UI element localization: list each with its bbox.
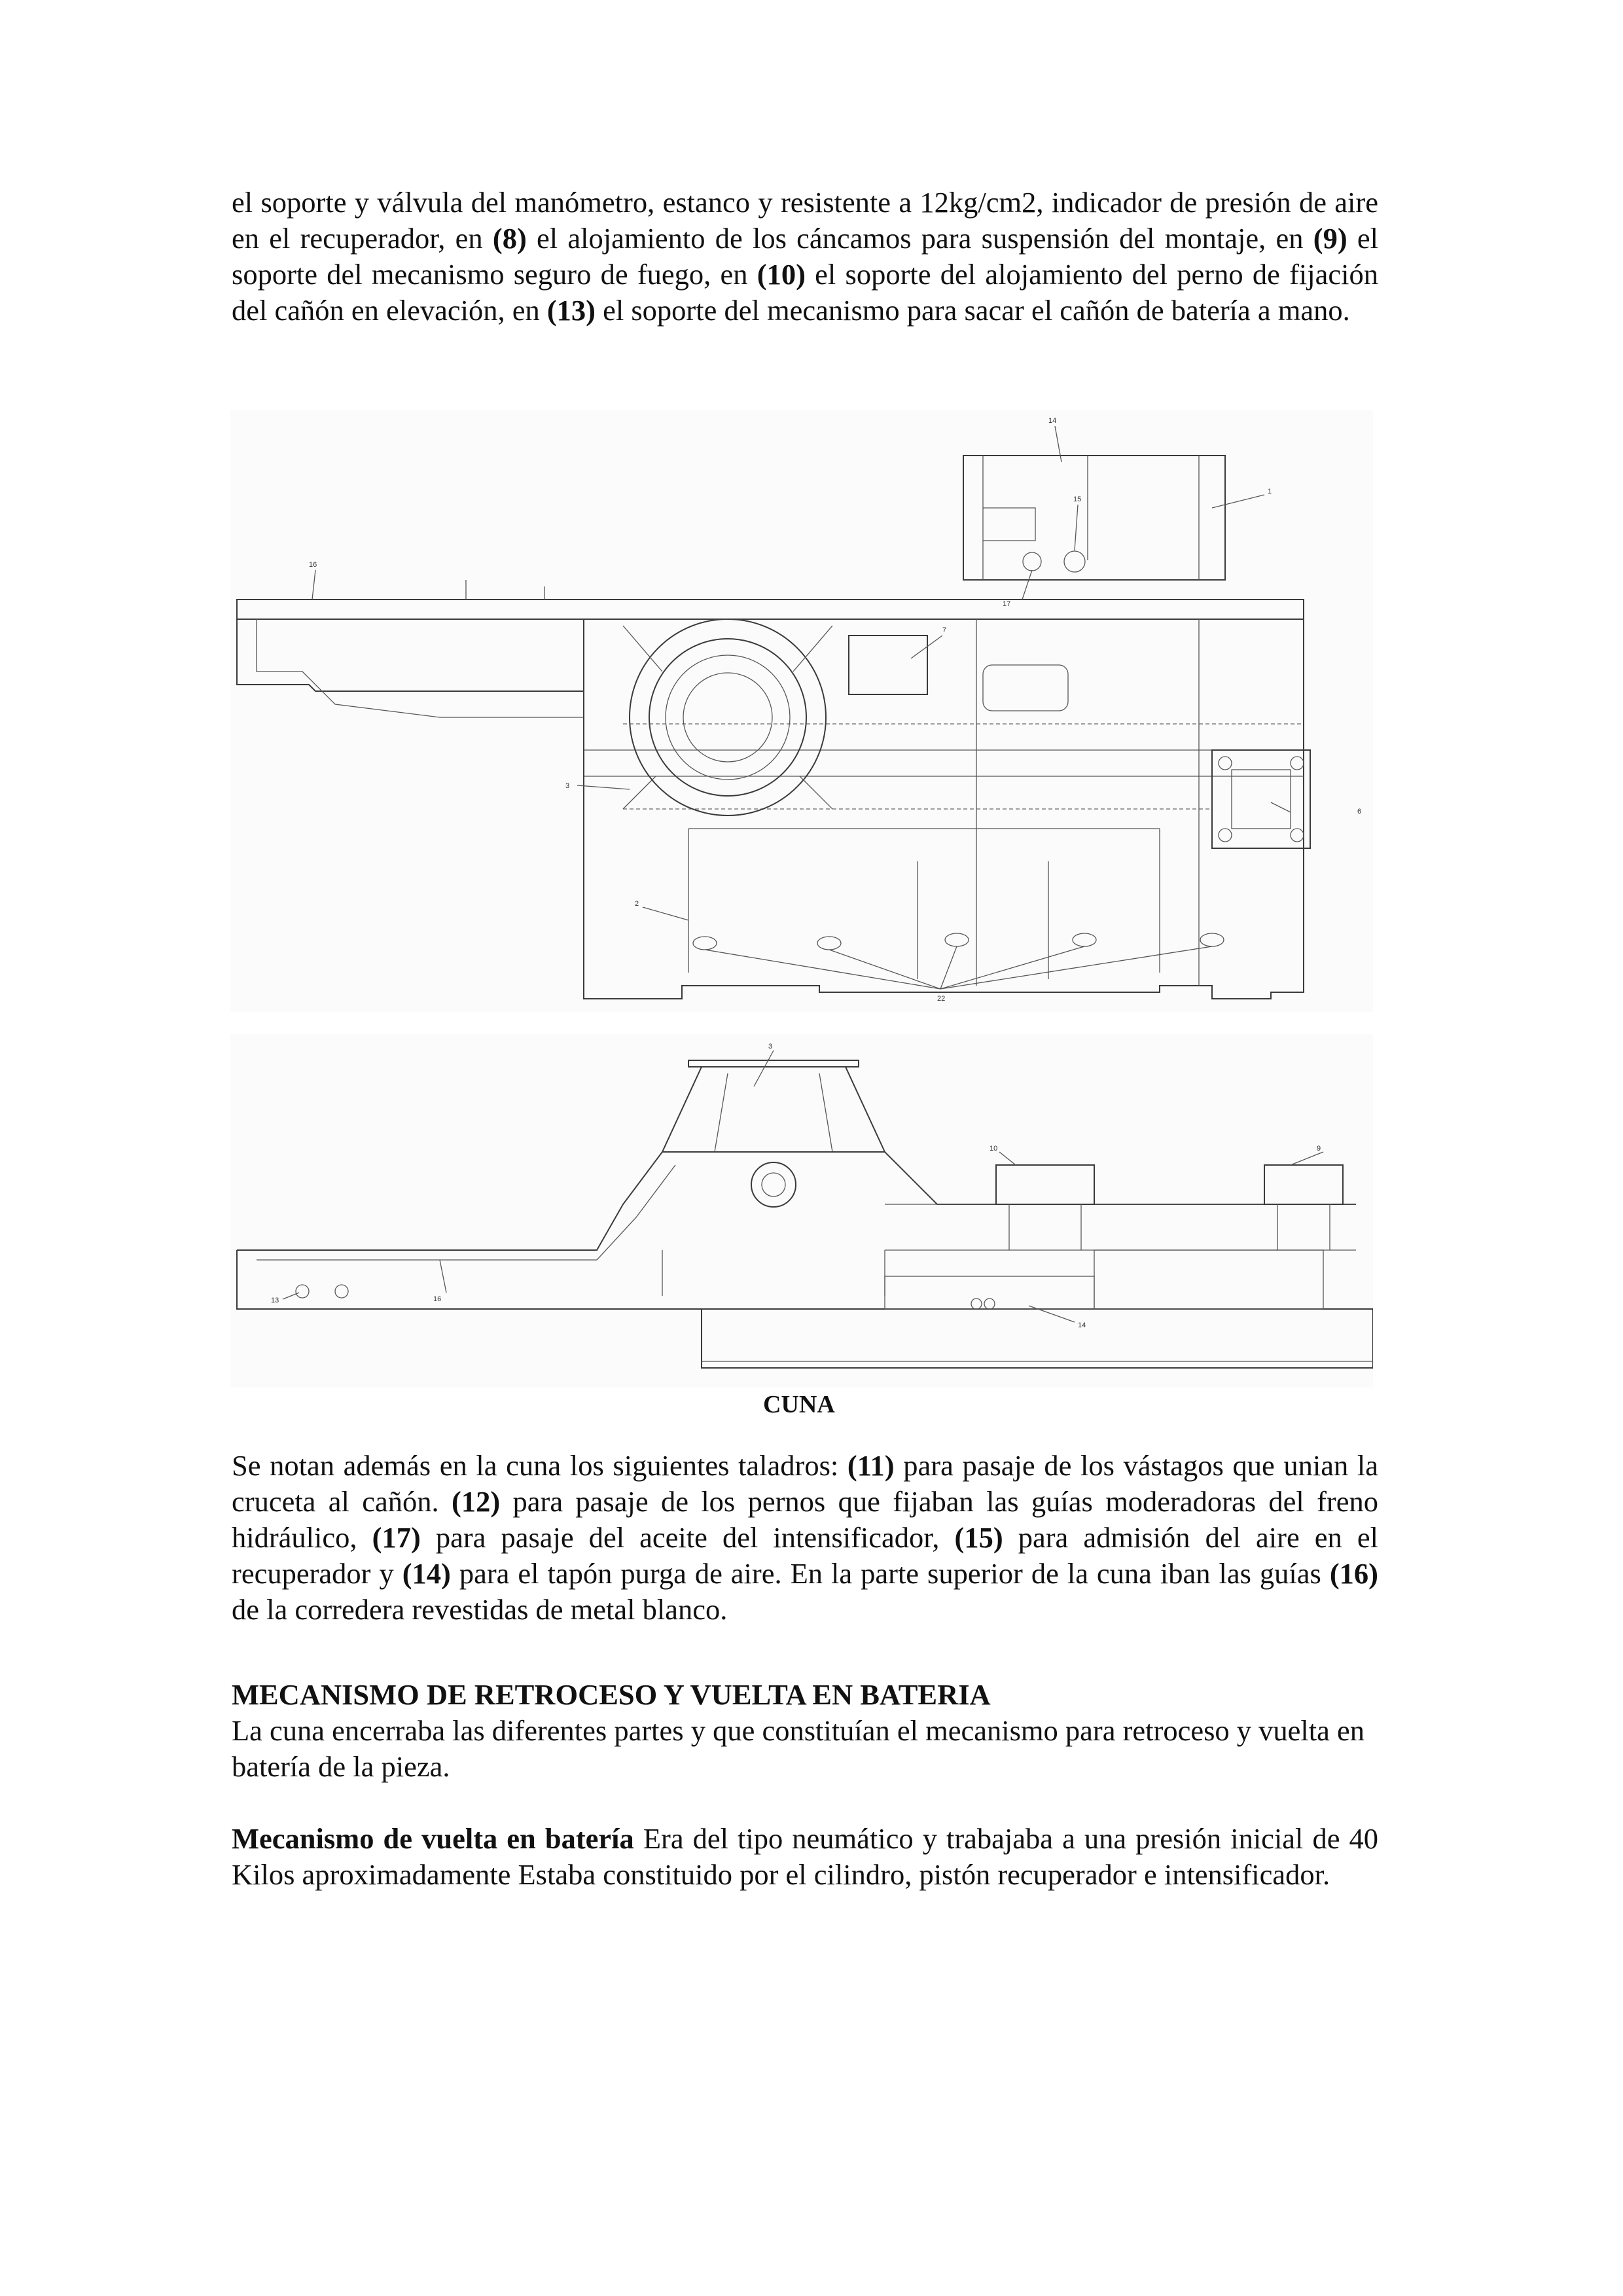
paragraph-4: Mecanismo de vuelta en batería Era del tipo neumático y trabajaba a una presión inicial de 40 Kilos aproximadamente Estaba constituido por el cilindro, pistón recuperador e intensificador. bbox=[232, 1822, 1379, 1891]
callout-3-top: 3 bbox=[565, 782, 570, 790]
cradle-drawing-bottom bbox=[230, 1034, 1373, 1388]
callout-22: 22 bbox=[937, 995, 946, 1003]
figure-caption: CUNA bbox=[763, 1391, 835, 1418]
callout-14-bottom: 14 bbox=[1078, 1321, 1086, 1329]
callout-2: 2 bbox=[635, 900, 639, 908]
callout-14-top: 14 bbox=[1048, 417, 1057, 425]
callout-7: 7 bbox=[942, 626, 947, 634]
callout-10: 10 bbox=[990, 1145, 998, 1153]
section-heading: MECANISMO DE RETROCESO Y VUELTA EN BATERIA bbox=[232, 1678, 991, 1711]
callout-17: 17 bbox=[1003, 600, 1011, 608]
callout-15: 15 bbox=[1073, 495, 1082, 503]
paragraph-2: Se notan además en la cuna los siguientes taladros: (11) para pasaje de los vástagos que unian la cruceta al cañón. (12) para pasaje de los pernos que fijaban las guías moderadoras del freno hidráulico, (17) para pasaje del aceite del intensificador, (15) para admisión del aire en el recuperador y (14) para el tapón purga de aire. En la parte superior de la cuna iban las guías (16) de la corredera revestidas de metal blanco. bbox=[232, 1449, 1378, 1626]
cradle-drawing-top bbox=[230, 410, 1373, 1012]
callout-16-bottom: 16 bbox=[433, 1295, 442, 1303]
paragraph-1: el soporte y válvula del manómetro, estanco y resistente a 12kg/cm2, indicador de presión de aire en el recuperador, en (8) el alojamiento de los cáncamos para suspensión del montaje, en (9) el soporte del mecanismo seguro de fuego, en (10) el soporte del alojamiento del perno de fijación del cañón en elevación, en (13) el soporte del mecanismo para sacar el cañón de batería a mano. bbox=[232, 186, 1378, 327]
paragraph-3: La cuna encerraba las diferentes partes y que constituían el mecanismo para retroceso y vuelta en batería de la pieza. bbox=[232, 1714, 1365, 1783]
callout-13: 13 bbox=[271, 1297, 279, 1304]
callout-3-bottom: 3 bbox=[768, 1043, 773, 1050]
callout-9: 9 bbox=[1317, 1145, 1321, 1153]
callout-6: 6 bbox=[1357, 808, 1362, 816]
callout-16-top: 16 bbox=[309, 561, 317, 569]
callout-1: 1 bbox=[1268, 488, 1272, 495]
